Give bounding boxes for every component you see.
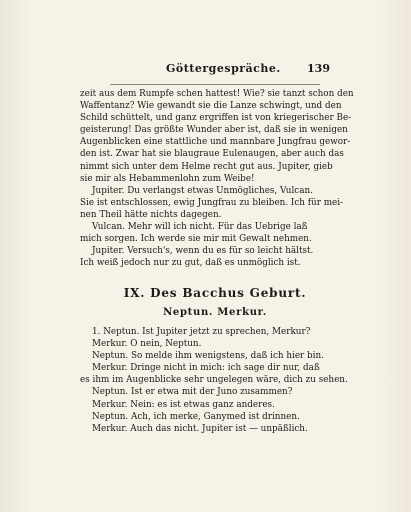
page-header bbox=[118, 62, 330, 78]
dialogue-line: 1. Neptun. Ist Jupiter jetzt zu sprechen, Merkur? bbox=[92, 327, 311, 337]
dialogue-line: Merkur. Nein: es ist etwas ganz anderes. bbox=[92, 399, 275, 410]
dialogue-line: Merkur. Auch das nicht. Jupiter ist — unpäßlich. bbox=[92, 423, 308, 434]
chapter-title: IX. Des Bacchus Geburt. bbox=[123, 286, 307, 300]
running-title: Göttergespräche. bbox=[166, 62, 281, 75]
dialogue-line: Neptun. So melde ihm wenigstens, daß ich hier bin. bbox=[92, 351, 324, 362]
text-line: Schild schüttelt, und ganz ergriffen ist von kriegerischer Be- bbox=[80, 113, 352, 124]
text-line: Ich weiß jedoch nur zu gut, daß es unmöglich ist. bbox=[80, 258, 301, 269]
text-line: Augenblicken eine stattliche und mannbare Jungfrau gewor- bbox=[80, 137, 351, 148]
prose-block bbox=[80, 88, 354, 269]
text-line: sie mir als Hebammenlohn zum Weibe! bbox=[80, 173, 255, 184]
dialogue-line: Neptun. Ist er etwa mit der Juno zusammen? bbox=[92, 387, 293, 398]
dialogue-line: Merkur. Dringe nicht in mich: ich sage dir nur, daß bbox=[92, 363, 320, 374]
text-line: den ist. Zwar hat sie blaugraue Eulenaugen, aber auch das bbox=[80, 149, 344, 160]
dialogue-line: Merkur. O nein, Neptun. bbox=[92, 339, 202, 350]
dialogue-line: Neptun. Ach, ich merke, Ganymed ist drinnen. bbox=[92, 411, 300, 422]
page-number: 139 bbox=[307, 62, 330, 75]
dramatis-personae: Neptun. Merkur. bbox=[163, 307, 267, 318]
dialogue-line: es ihm im Augenblicke sehr ungelegen wäre, dich zu sehen. bbox=[80, 375, 348, 386]
text-line: nen Theil hätte nichts dagegen. bbox=[80, 209, 222, 220]
text-line: geisterung! Das größte Wunder aber ist, daß sie in wenigen bbox=[80, 125, 348, 136]
text-line: zeit aus dem Rumpfe schen hattest! Wie? sie tanzt schon den bbox=[80, 89, 354, 99]
header-rule bbox=[110, 84, 320, 85]
dialogue-block bbox=[80, 326, 348, 435]
text-line: Waffentanz? Wie gewandt sie die Lanze schwingt, und den bbox=[80, 101, 342, 112]
text-line: Jupiter. Versuch's, wenn du es für so leicht hältst. bbox=[92, 246, 314, 257]
text-line: Vulcan. Mehr will ich nicht. Für das Uebrige laß bbox=[92, 222, 308, 233]
text-line: Sie ist entschlossen, ewig Jungfrau zu bleiben. Ich für mei- bbox=[80, 197, 344, 208]
text-line: nimmt sich unter dem Helme recht gut aus. Jupiter, gieb bbox=[80, 161, 333, 172]
text-line: Jupiter. Du verlangst etwas Unmögliches, Vulcan. bbox=[92, 185, 313, 196]
text-line: mich sorgen. Ich werde sie mir mit Gewalt nehmen. bbox=[80, 234, 312, 245]
